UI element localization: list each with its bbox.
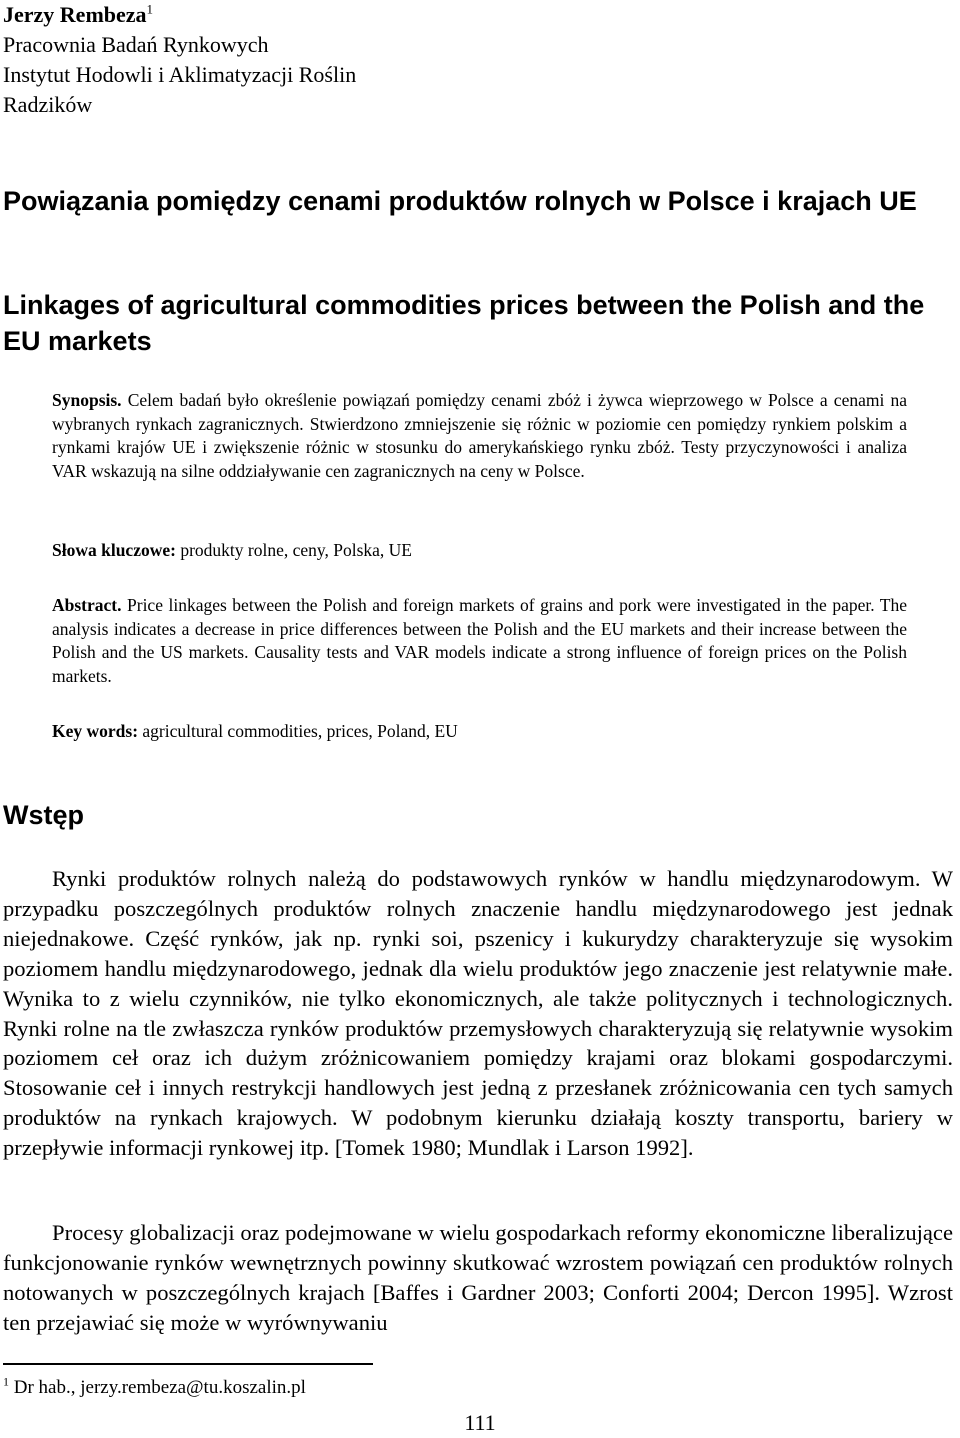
author-line bbox=[3, 0, 356, 30]
abstract-label: Abstract. bbox=[52, 595, 122, 615]
footnote-mark: 1 bbox=[3, 1374, 9, 1389]
abstract bbox=[52, 594, 907, 688]
body-paragraph-2: Procesy globalizacji oraz podejmowane w wielu gospodarkach reformy ekonomiczne liberalizujące funkcjonowanie rynków wewnętrznych powinny skutkować wzrostem powiązań cen produktów rolnych notowanych w poszczególnych krajach [Baffes i Gardner 2003; Conforti 2004; Dercon 1995]. Wzrost ten przejawiać się może w wyrównywaniu bbox=[3, 1220, 953, 1335]
author-affiliation bbox=[3, 0, 356, 120]
synopsis-label: Synopsis. bbox=[52, 390, 122, 410]
footnote-text: Dr hab., jerzy.rembeza@tu.koszalin.pl bbox=[9, 1377, 306, 1398]
footnote-divider bbox=[3, 1363, 373, 1365]
keywords-english bbox=[52, 720, 907, 744]
section-heading: Wstęp bbox=[3, 800, 84, 830]
footnote bbox=[3, 1375, 306, 1401]
body-paragraph-1: Rynki produktów rolnych należą do podstawowych rynków w handlu międzynarodowym. W przypadku poszczególnych produktów rolnych znaczenie handlu międzynarodowego jest jednak niejednakowe. Część rynków, jak np. rynki soi, pszenicy i kukurydzy charakteryzuje się wysokim poziomem handlu międzynarodowego, jednak dla wielu produktów jego znaczenie jest relatywnie małe. Wynika to z wielu czynników, nie tylko ekonomicznych, ale także politycznych i technologicznych. Rynki rolne na tle zwłaszcza rynków produktów przemysłowych charakteryzują się relatywnie wysokim poziomem ceł oraz ich dużym zróżnicowaniem pomiędzy krajami oraz blokami gospodarczymi. Stosowanie ceł i innych restrykcji handlowych jest jedną z przesłanek zróżnicowania cen tych samych produktów na rynkach krajowych. W podobnym kierunku działają koszty transportu, bariery w przepływie informacji rynkowej itp. [Tomek 1980; Mundlak i Larson 1992]. bbox=[3, 866, 953, 1161]
author-name: Jerzy Rembeza bbox=[3, 2, 147, 27]
synopsis-text: Celem badań było określenie powiązań pomiędzy cenami zbóż i żywca wieprzowego w Polsce a cenami na wybranych rynkach zagranicznych. Stwierdzono zmniejszenie się różnic w poziomie cen pomiędzy rynkiem polskim a rynkami krajów UE i zwiększenie różnic w stosunku do amerykańskiego rynku zbóż. Testy przyczynowości i analiza VAR wskazują na silne oddziaływanie cen zagranicznych na ceny w Polsce. bbox=[52, 390, 907, 481]
affiliation-location: Radzików bbox=[3, 92, 93, 117]
affiliation-lab: Pracownia Badań Rynkowych bbox=[3, 32, 269, 57]
synopsis bbox=[52, 389, 907, 483]
affiliation-institute: Instytut Hodowli i Aklimatyzacji Roślin bbox=[3, 62, 357, 87]
title-polish: Powiązania pomiędzy cenami produktów rolnych w Polsce i krajach UE bbox=[3, 186, 917, 216]
keywords-polish-label: Słowa kluczowe: bbox=[52, 540, 176, 560]
page-number: 111 bbox=[464, 1410, 496, 1435]
keywords-english-label: Key words: bbox=[52, 721, 139, 741]
abstract-text: Price linkages between the Polish and foreign markets of grains and pork were investigated in the paper. The analysis indicates a decrease in price differences between the Polish and the EU markets and their increase between the Polish and the US markets. Causality tests and VAR models indicate a strong influence of foreign prices on the Polish markets. bbox=[52, 595, 907, 686]
title-english: Linkages of agricultural commodities prices between the Polish and the EU markets bbox=[3, 290, 925, 356]
author-footnote-mark: 1 bbox=[146, 1, 154, 17]
keywords-english-text: agricultural commodities, prices, Poland, EU bbox=[138, 721, 458, 741]
keywords-polish-text: produkty rolne, ceny, Polska, UE bbox=[175, 540, 412, 560]
keywords-polish bbox=[52, 539, 907, 563]
